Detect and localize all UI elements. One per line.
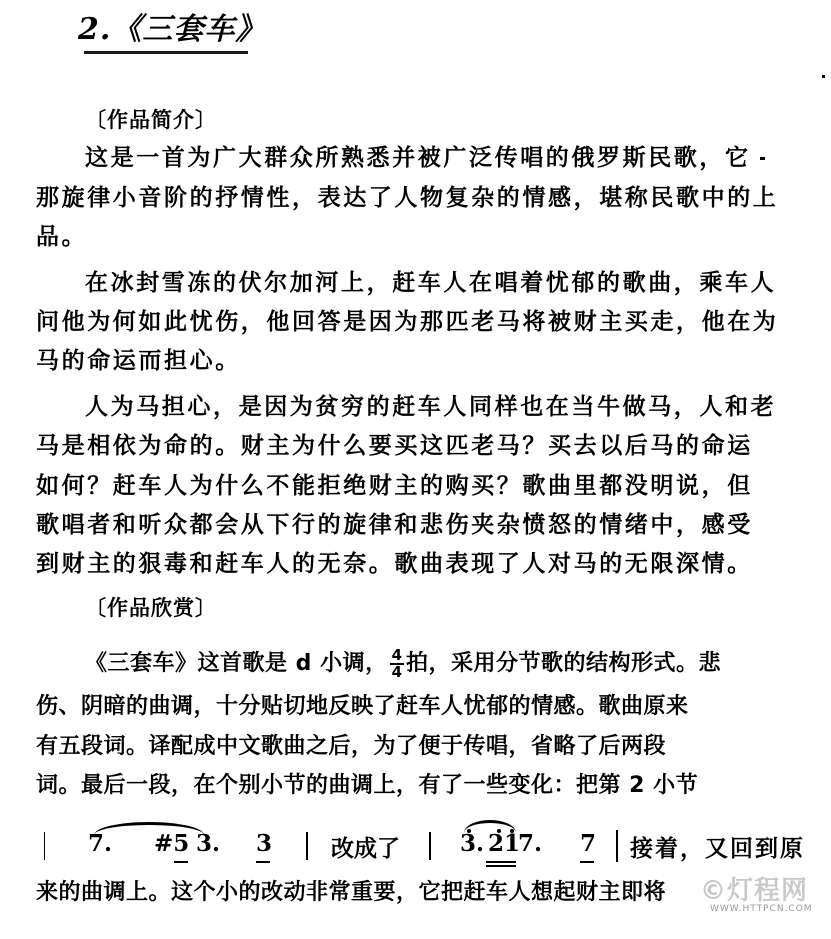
paragraph-line: 来的曲调上。这个小的改动非常重要，它把赶车人想起财主即将 (36, 880, 667, 905)
text-before-time-signature: 《三套车》这首歌是 d 小调， (85, 651, 388, 676)
note-pair: 21 (488, 830, 521, 857)
paragraph-line: 伤、阴暗的曲调，十分贴切地反映了赶车人忧郁的情感。歌曲原来 (36, 694, 689, 719)
text-after-time-signature: 拍，采用分节歌的结构形式。悲 (406, 651, 722, 676)
note: 7. (518, 830, 543, 857)
note: 3. (460, 830, 485, 857)
scan-speck (822, 75, 825, 78)
paragraph-line (85, 648, 831, 680)
paragraph-line: 在冰封雪冻的伏尔加河上，赶车人在唱着忧郁的歌曲，乘车人 (85, 269, 777, 296)
numbered-notation (36, 830, 826, 870)
watermark-url: WWW.HTTPCN.COM (710, 904, 813, 914)
paragraph-line: 到财主的狠毒和赶车人的无奈。歌曲表现了人对马的无限深情。 (36, 550, 753, 577)
paragraph-line: 如何？赶车人为什么不能拒绝财主的购买？歌曲里都没明说，但 (36, 472, 753, 499)
start-barline (44, 832, 45, 860)
barline (306, 832, 308, 860)
heading-appreciation: 〔作品欣赏〕 (85, 595, 217, 620)
paragraph-line: 这是一首为广大群众所熟悉并被广泛传唱的俄罗斯民歌，它 (85, 144, 751, 171)
paragraph-line: 问他为何如此忧伤，他回答是因为那匹老马将被财主买走，他在为 (36, 308, 779, 335)
note-sharp: #5 (154, 830, 190, 857)
underline-sixteenth (486, 865, 516, 867)
after-text: 接着，又回到原 (630, 836, 805, 862)
barline (616, 830, 618, 862)
watermark (700, 870, 813, 914)
underline-eighth (580, 861, 594, 863)
barline (429, 832, 431, 860)
note: 7 (580, 830, 597, 857)
note: 3 (256, 830, 273, 857)
section-title: 2.《三套车》 (78, 12, 267, 47)
paragraph-line: 人为马担心，是因为贫穷的赶车人同样也在当牛做马，人和老 (85, 393, 777, 420)
paragraph-line: 词。最后一段，在个别小节的曲调上，有了一些变化：把第 2 小节 (36, 773, 699, 798)
time-signature: $\frac{4}{4}$ (391, 646, 403, 681)
paragraph-line: 马是相依为命的。财主为什么要买这匹老马？买去以后马的命运 (36, 432, 753, 459)
paragraph-line: 马的命运而担心。 (36, 347, 241, 374)
paragraph-line: 那旋律小音阶的抒情性，表达了人物复杂的情感，堪称民歌中的上 (36, 184, 779, 211)
change-text: 改成了 (331, 836, 400, 862)
underline-eighth (486, 861, 516, 863)
heading-intro: 〔作品简介〕 (85, 107, 217, 132)
watermark-logo: ©灯程网 (700, 876, 809, 906)
underline-eighth (256, 861, 270, 863)
note: 7. (88, 830, 113, 857)
paragraph-line: 品。 (36, 223, 88, 250)
note: 3. (196, 830, 221, 857)
underline-eighth (174, 861, 188, 863)
title-underline (84, 51, 248, 54)
paragraph-line: 有五段词。译配成中文歌曲之后，为了便于传唱，省略了后两段 (36, 734, 667, 759)
paragraph-line: 歌唱者和听众都会从下行的旋律和悲伤夹杂愤怒的情绪中，感受 (36, 511, 753, 538)
